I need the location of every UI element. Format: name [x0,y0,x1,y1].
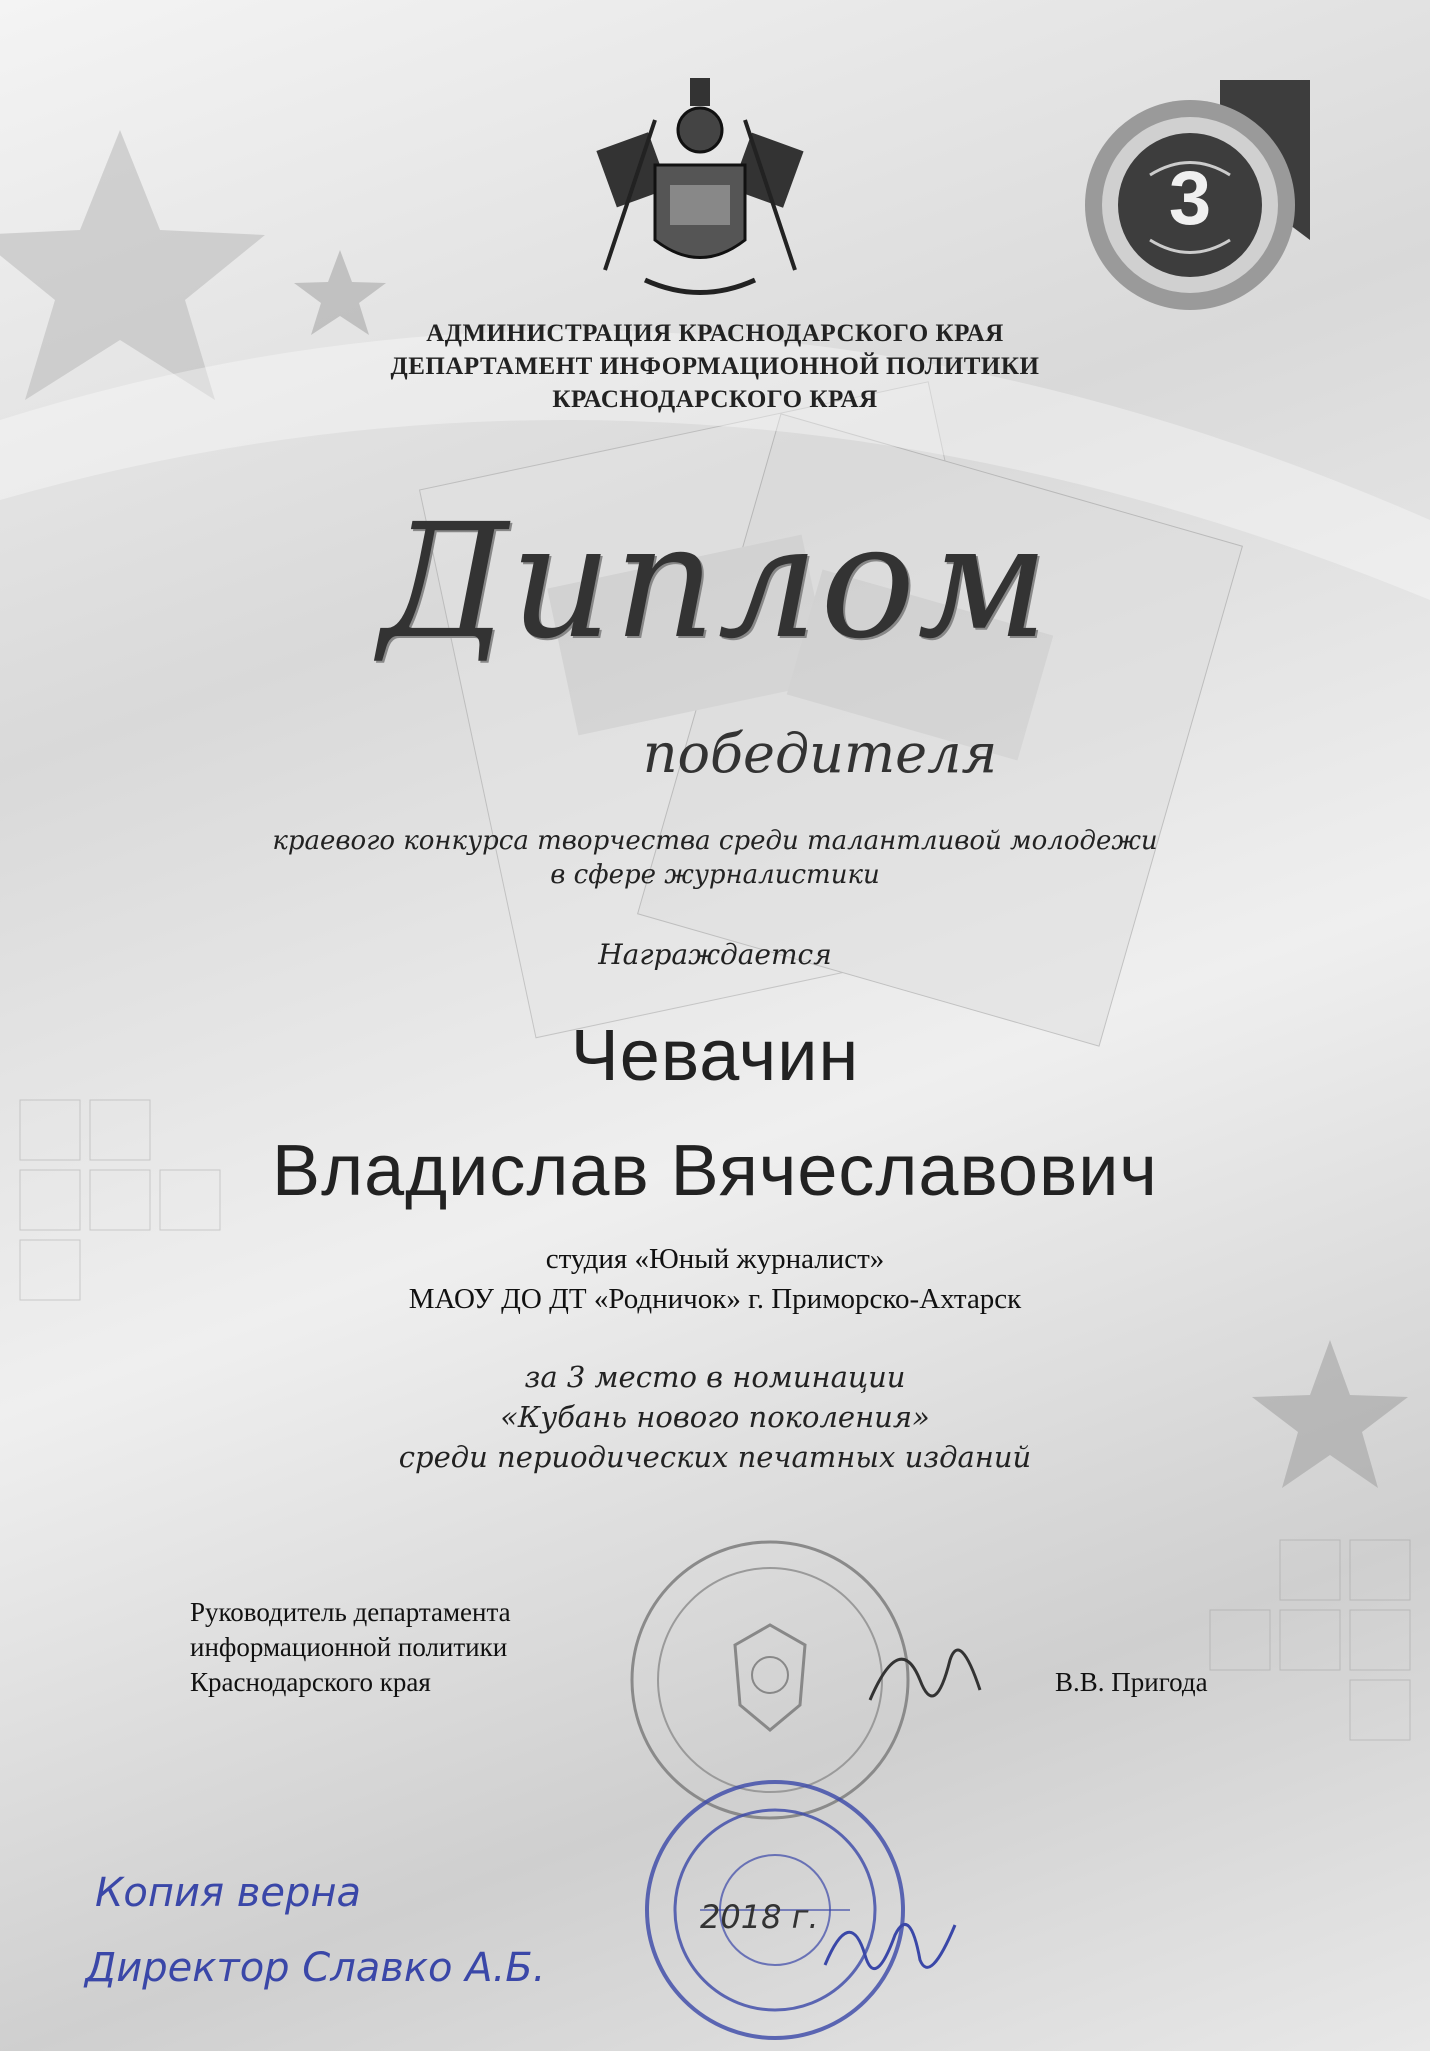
header-line-3: КРАСНОДАРСКОГО КРАЯ [552,386,878,413]
reason-line-1: за 3 место в номинации [524,1360,906,1394]
awarded-label: Награждается [598,938,832,971]
signatory-title [190,1595,511,1700]
signatory-line-2: информационной политики [190,1632,508,1662]
handwritten-copy-note: Копия верна [95,1870,362,1916]
director-signature-icon [820,1905,960,1995]
contest-line-2: в сфере журналистики [550,860,880,890]
signatory-line-3: Краснодарского края [190,1667,431,1697]
badge-place-number: 3 [1168,156,1212,241]
handwritten-director-note: Директор Славко А.Б. [85,1945,546,1991]
awardee-name: Владислав Вячеславович [272,1131,1158,1211]
contest-line-1: краевого конкурса творчества среди талантливой молодежи [272,826,1158,856]
reason-line-2: «Кубань нового поколения» [500,1400,930,1434]
organization-line-1: студия «Юный журналист» [545,1243,885,1275]
stamp-year: 2018 г. [700,1898,819,1936]
signatory-name: В.В. Пригода [1055,1667,1208,1697]
reason-line-3: среди периодических печатных изданий [398,1440,1032,1474]
signatory-line-1: Руководитель департамента [190,1597,511,1627]
diploma-title: Диплом [379,490,1051,674]
official-signature-icon [860,1620,990,1730]
awardee-surname: Чевачин [570,1016,860,1096]
krasnodar-coat-of-arms-icon [585,70,815,305]
header-line-2: ДЕПАРТАМЕНТ ИНФОРМАЦИОННОЙ ПОЛИТИКИ [390,353,1040,380]
organization-line-2: МАОУ ДО ДТ «Родничок» г. Приморско-Ахтарск [408,1283,1022,1315]
header-line-1: АДМИНИСТРАЦИЯ КРАСНОДАРСКОГО КРАЯ [426,320,1004,347]
diploma-subtitle: победителя [642,722,998,785]
